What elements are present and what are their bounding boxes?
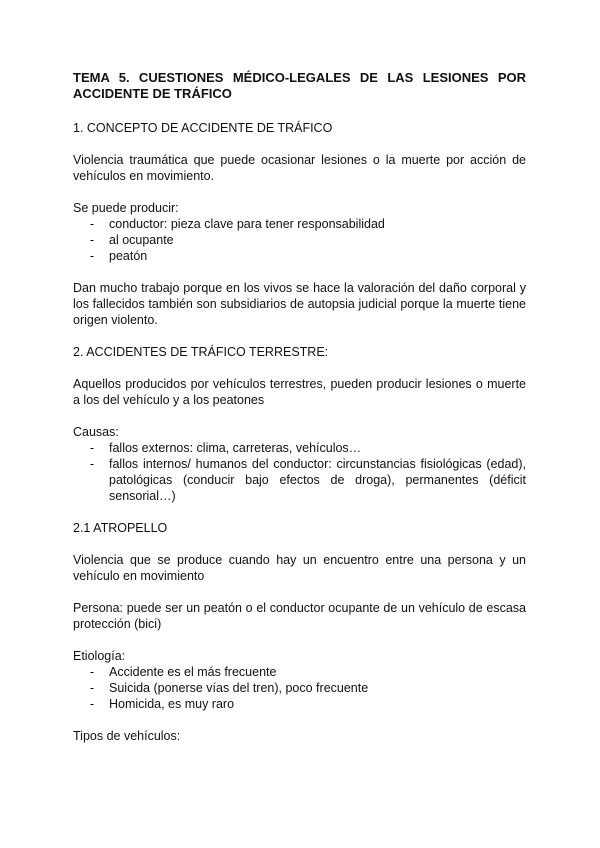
list-item: - conductor: pieza clave para tener responsabilidad <box>90 217 385 231</box>
section-1-list <box>73 216 526 264</box>
section-2-1-intro: Etiología: <box>73 649 126 663</box>
section-2-1-vehicles: Tipos de vehículos: <box>73 729 181 743</box>
section-2-1-persona: Persona: puede ser un peatón o el conductor ocupante de un vehículo de escasa protección (bici) <box>73 601 526 631</box>
section-2-intro: Causas: <box>73 425 119 439</box>
list-item: - Accidente es el más frecuente <box>90 665 277 679</box>
title-line-1: TEMA 5. CUESTIONES MÉDICO-LEGALES DE LAS LESIONES POR <box>73 70 526 85</box>
list-item: - fallos internos/ humanos del conductor: circunstancias fisiológicas (edad), patológicas (conducir bajo efectos de droga), permanentes (déficit sensorial…) <box>90 457 526 503</box>
section-1-paragraph: Dan mucho trabajo porque en los vivos se hace la valoración del daño corporal y los fallecidos también son subsidiarios de autopsia judicial porque la muerte tiene origen violento. <box>73 281 526 327</box>
list-item: - peatón <box>90 249 148 263</box>
document-title <box>73 70 526 102</box>
section-1-definition: Violencia traumática que puede ocasionar lesiones o la muerte por acción de vehículos en movimiento. <box>73 153 526 183</box>
list-item: - fallos externos: clima, carreteras, vehículos… <box>90 441 362 455</box>
list-item: - al ocupante <box>90 233 174 247</box>
list-item: - Suicida (ponerse vías del tren), poco frecuente <box>90 681 369 695</box>
section-1-intro: Se puede producir: <box>73 201 179 215</box>
document-page <box>73 70 526 760</box>
section-2-1-heading: 2.1 ATROPELLO <box>73 521 168 535</box>
section-2-list <box>73 440 526 504</box>
section-2-1-definition: Violencia que se produce cuando hay un encuentro entre una persona y un vehículo en movimiento <box>73 553 526 583</box>
section-2-1-list <box>73 664 526 712</box>
list-item: - Homicida, es muy raro <box>90 697 235 711</box>
title-line-2: ACCIDENTE DE TRÁFICO <box>73 86 232 101</box>
section-2-heading: 2. ACCIDENTES DE TRÁFICO TERRESTRE: <box>73 345 329 359</box>
section-2-definition: Aquellos producidos por vehículos terrestres, pueden producir lesiones o muerte a los del vehículo y a los peatones <box>73 377 526 407</box>
section-1-heading: 1. CONCEPTO DE ACCIDENTE DE TRÁFICO <box>73 121 333 135</box>
